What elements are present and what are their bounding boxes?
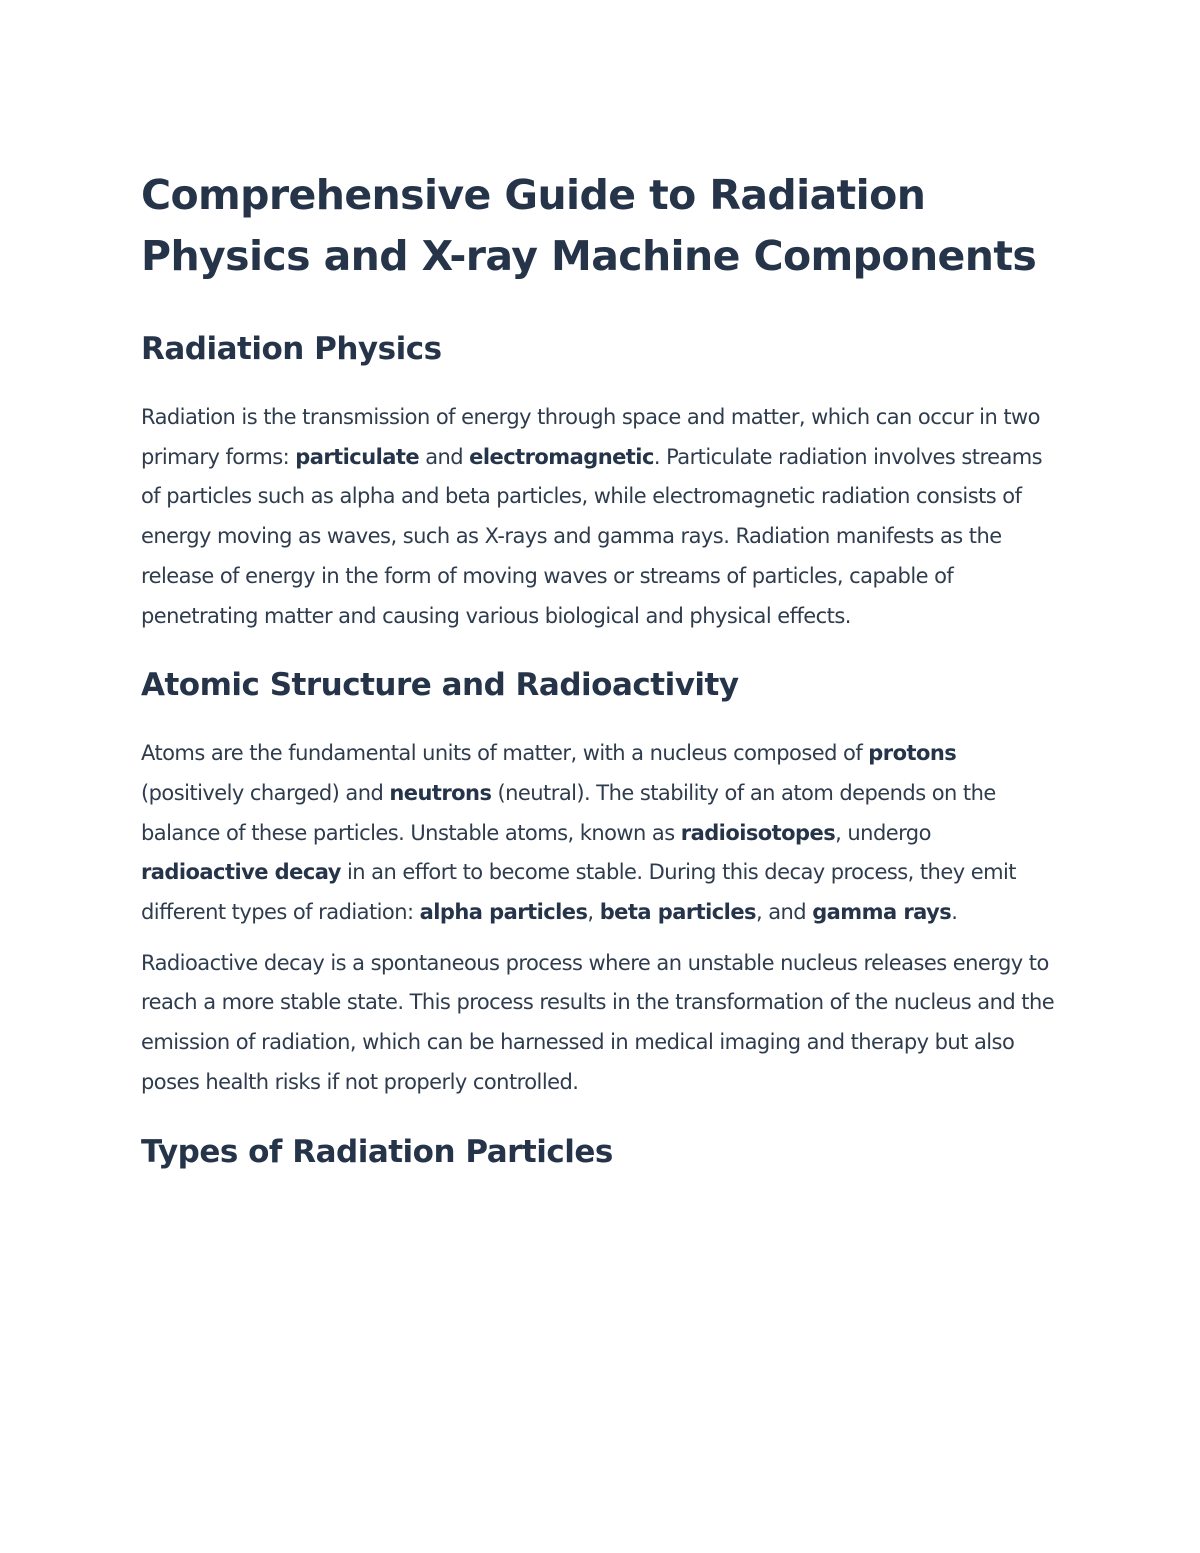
heading-types-of-particles: Types of Radiation Particles [141,1133,613,1170]
bold-term-protons: protons [868,741,957,766]
paragraph-atomic-structure [141,734,1056,933]
document-page [141,165,1056,1172]
bold-term-gamma-rays: gamma rays [812,900,952,925]
text-run: . Particulate radiation involves streams of particles such as alpha and beta particles, while electromagnetic radiation consists of energy moving as waves, such as X-rays and gamma rays. Radiation manifests as the release of energy in the form of moving waves or streams of particles, capable of penetrating matter and causing various biological and physical effects. [141,444,1043,628]
text-run: in an effort to become stable. During this decay process, they emit different types of radiation: [141,860,1016,925]
text-run: Atoms are the fundamental units of matter, with a nucleus composed of [141,741,869,766]
text-run: . [951,900,958,925]
text-run: , and [755,900,813,925]
bold-term-alpha-particles: alpha particles [419,900,588,925]
text-run: (positively charged) and [141,780,390,805]
bold-term-radioactive-decay: radioactive decay [141,860,341,885]
document-title: Comprehensive Guide to Radiation Physics and X-ray Machine Components [141,171,1037,280]
heading-radiation-physics: Radiation Physics [141,331,442,367]
bold-term-particulate: particulate [295,444,420,469]
bold-term-radioisotopes: radioisotopes [680,820,836,845]
heading-atomic-structure: Atomic Structure and Radioactivity [141,667,739,704]
text-run: and [419,444,470,469]
text-run: (neutral). The stability of an atom depends on the balance of these particles. Unstable atoms, known as [141,780,996,845]
text-run: Radiation is the transmission of energy through space and matter, which can occur in two primary forms: [141,405,1040,469]
paragraph-radiation-physics [141,398,1056,636]
text-run: , [587,900,600,925]
bold-term-neutrons: neutrons [389,780,492,805]
paragraph-radioactive-decay: Radioactive decay is a spontaneous process where an unstable nucleus releases energy to reach a more stable state. This process results in the transformation of the nucleus and the emission of radiation, which can be harnessed in medical imaging and therapy but also poses health risks if not properly controlled. [141,950,1055,1094]
bold-term-beta-particles: beta particles [599,900,756,925]
bold-term-electromagnetic: electromagnetic [469,444,654,469]
text-run: , undergo [835,820,931,845]
